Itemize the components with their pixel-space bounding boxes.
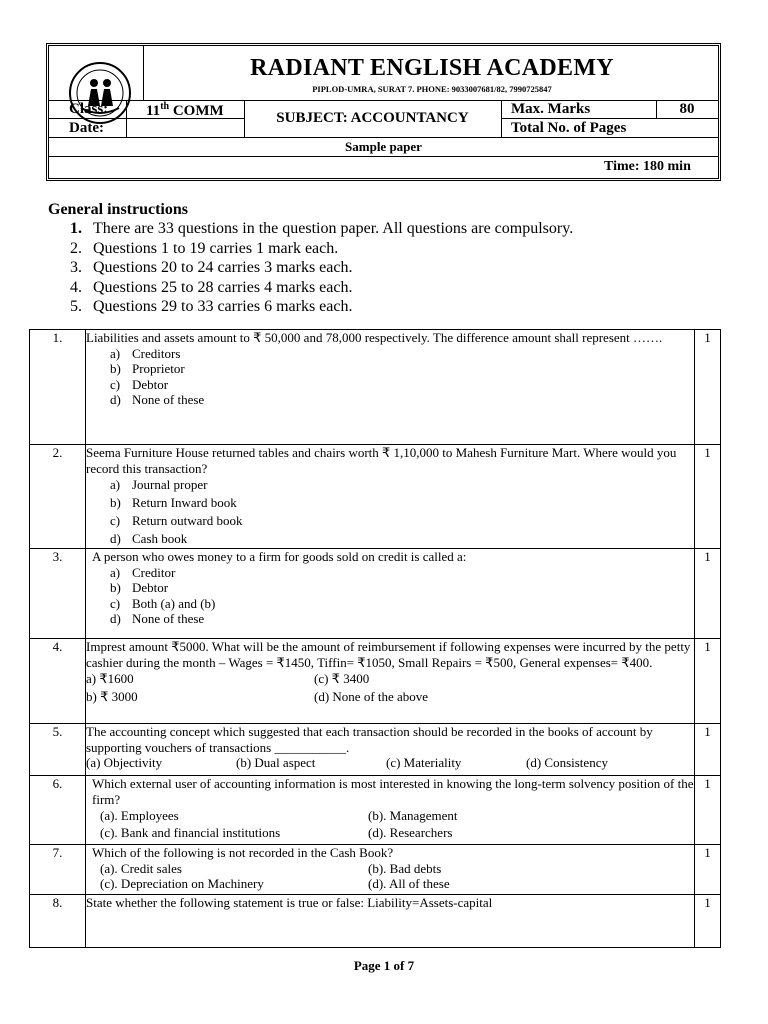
question-marks: 1	[695, 776, 721, 845]
question-text: Imprest amount ₹5000. What will be the amount of reimbursement if following expenses were incurred by the petty cashier during the month – Wages = ₹1450, Tiffin= ₹1050, Small Repairs = ₹500, General expenses= ₹400.	[86, 639, 691, 670]
question-body	[86, 639, 695, 724]
question-marks: 1	[695, 724, 721, 776]
question-body	[86, 549, 695, 639]
question-number: 4.	[30, 639, 86, 724]
option: d) None of these	[110, 392, 205, 407]
question-row	[30, 639, 721, 724]
question-text: Which of the following is not recorded in the Cash Book?	[92, 845, 394, 860]
class-label: Class:	[69, 101, 109, 117]
questions-table	[29, 329, 721, 948]
exam-header	[46, 43, 721, 181]
question-text: Which external user of accounting information is most interested in knowing the long-term solvency position of the firm?	[92, 776, 694, 807]
question-body	[86, 724, 695, 776]
option: b) Return Inward book	[110, 495, 237, 510]
max-marks-value: 80	[679, 101, 695, 117]
option-row: b) ₹ 3000 (d) None of the above	[86, 689, 429, 704]
question-text: Liabilities and assets amount to ₹ 50,000 and 78,000 respectively. The difference amount shall represent …….	[86, 330, 663, 345]
question-text: The accounting concept which suggested that each transaction should be recorded in the books of account by supporting vouchers of transactions ___________.	[86, 724, 653, 755]
question-body	[86, 895, 695, 948]
question-number: 2.	[30, 445, 86, 549]
question-number: 6.	[30, 776, 86, 845]
question-row	[30, 724, 721, 776]
question-text: A person who owes money to a firm for goods sold on credit is called a:	[92, 549, 467, 564]
instruction-item: 2. Questions 1 to 19 carries 1 mark each.	[70, 240, 339, 257]
subject: SUBJECT: ACCOUNTANCY	[276, 110, 469, 126]
option: c) Both (a) and (b)	[110, 595, 216, 611]
question-marks: 1	[695, 895, 721, 948]
exam-time: Time: 180 min	[604, 159, 691, 174]
option: b) Debtor	[110, 580, 169, 595]
question-row	[30, 845, 721, 895]
question-number: 5.	[30, 724, 86, 776]
date-label: Date:	[69, 120, 104, 136]
option-row: (a). Employees (b). Management	[100, 808, 458, 823]
question-marks: 1	[695, 639, 721, 724]
question-text: Seema Furniture House returned tables and chairs worth ₹ 1,10,000 to Mahesh Furniture Mart. Where would you record this transaction?	[86, 445, 677, 476]
question-body	[86, 776, 695, 845]
question-row	[30, 445, 721, 549]
option: a) Creditor	[110, 564, 176, 580]
question-body	[86, 845, 695, 895]
question-body	[86, 445, 695, 549]
question-number: 1.	[30, 330, 86, 445]
question-number: 8.	[30, 895, 86, 948]
instruction-item: 3. Questions 20 to 24 carries 3 marks each.	[70, 259, 353, 276]
option-row: a) ₹1600 (c) ₹ 3400	[86, 671, 370, 686]
option: d) Cash book	[110, 531, 188, 546]
option-row: (c). Bank and financial institutions (d). Researchers	[100, 825, 453, 840]
instruction-item: 4. Questions 25 to 28 carries 4 marks each.	[70, 279, 353, 296]
option-row: (c). Depreciation on Machinery (d). All of these	[100, 876, 450, 891]
school-name: RADIANT ENGLISH ACADEMY	[250, 55, 614, 81]
max-marks-label: Max. Marks	[511, 101, 591, 117]
option: c) Return outward book	[110, 513, 243, 528]
question-number: 7.	[30, 845, 86, 895]
class-value: 11th COMM	[146, 101, 224, 119]
question-number: 3.	[30, 549, 86, 639]
instruction-item: 1. There are 33 questions in the question paper. All questions are compulsory.	[70, 220, 574, 237]
option: d) None of these	[110, 611, 205, 626]
question-row	[30, 330, 721, 445]
option: c) Debtor	[110, 376, 169, 392]
question-marks: 1	[695, 549, 721, 639]
option: b) Proprietor	[110, 361, 185, 376]
question-row	[30, 895, 721, 948]
option-row: (a). Credit sales (b). Bad debts	[100, 860, 442, 876]
school-address: PIPLOD-UMRA, SURAT 7. PHONE: 9033007681/82, 7990725847	[312, 84, 552, 94]
instruction-item: 5. Questions 29 to 33 carries 6 marks each.	[70, 298, 353, 315]
option: a) Creditors	[110, 345, 181, 361]
question-body	[86, 330, 695, 445]
page-number: Page 1 of 7	[353, 958, 415, 973]
question-marks: 1	[695, 845, 721, 895]
question-row	[30, 549, 721, 639]
paper-type: Sample paper	[345, 139, 422, 154]
total-pages-label: Total No. of Pages	[511, 120, 627, 136]
question-marks: 1	[695, 330, 721, 445]
option: a) Journal proper	[110, 477, 208, 492]
question-text: State whether the following statement is true or false: Liability=Assets-capital	[86, 895, 493, 910]
question-row	[30, 776, 721, 845]
question-marks: 1	[695, 445, 721, 549]
option-row: (a) Objectivity (b) Dual aspect (c) Materiality (d) Consistency	[86, 755, 608, 770]
instructions-title: General instructions	[48, 201, 188, 218]
